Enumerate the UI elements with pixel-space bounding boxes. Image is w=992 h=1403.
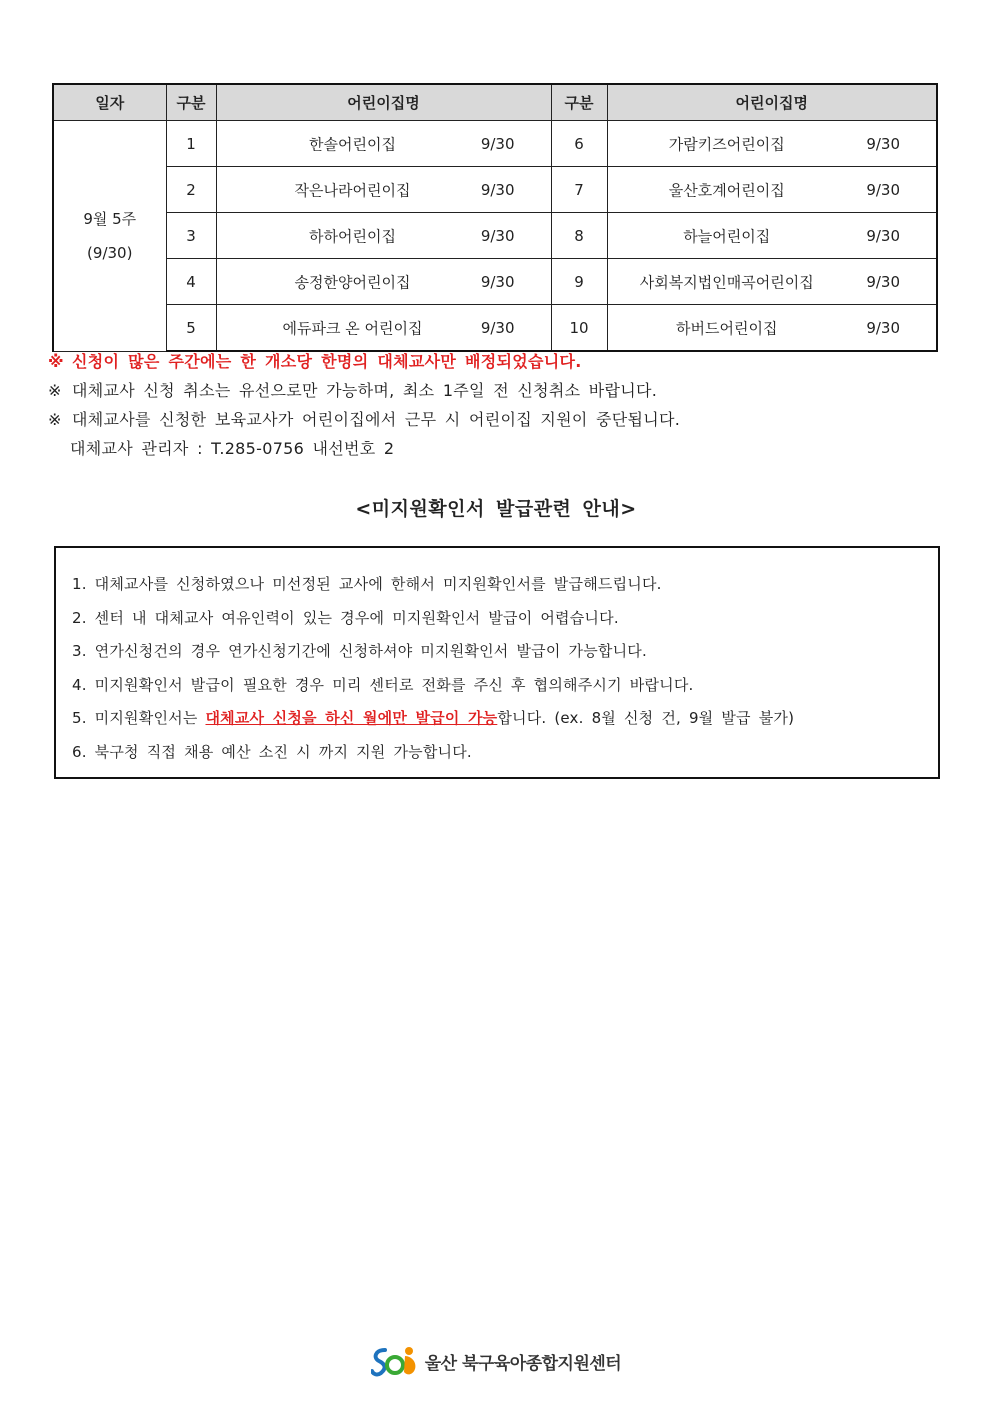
row-number: 9	[551, 259, 607, 305]
section-title: <미지원확인서 발급관련 안내>	[355, 498, 637, 520]
daycare-name: 하하어린이집	[309, 227, 396, 245]
daycare-cell	[216, 121, 551, 167]
table-row	[53, 305, 937, 352]
daycare-name: 에듀파크 온 어린이집	[282, 319, 423, 337]
note-text: 대체교사 신청 취소는 유선으로만 가능하며, 최소 1주일 전 신청취소 바랍니다.	[72, 381, 658, 400]
daycare-date: 9/30	[480, 226, 515, 245]
row-number: 5	[166, 305, 216, 352]
row-number: 1	[166, 121, 216, 167]
list-item: 4. 미지원확인서 발급이 필요한 경우 미리 센터로 전화를 주신 후 협의해주시기 바랍니다.	[72, 675, 694, 694]
list-item: 6. 북구청 직접 채용 예산 소진 시 까지 지원 가능합니다.	[72, 742, 472, 761]
item-suffix: 합니다. (ex. 8월 신청 건, 9월 발급 불가)	[497, 709, 795, 727]
reference-mark: ※	[48, 381, 62, 400]
footer	[0, 1344, 992, 1382]
week-label: 9월 5주	[83, 209, 137, 228]
daycare-name: 울산호계어린이집	[668, 181, 785, 199]
row-number: 3	[166, 213, 216, 259]
note-text: 신청이 많은 주간에는 한 개소당 한명의 대체교사만 배정되었습니다.	[72, 352, 582, 371]
daycare-name: 가람키즈어린이집	[668, 135, 785, 153]
highlight-text: 대체교사 신청을 하신 월에만 발급이 가능	[205, 709, 498, 727]
header-date: 일자	[53, 84, 166, 121]
row-number: 4	[166, 259, 216, 305]
contact-info: 대체교사 관리자 : T.285-0756 내선번호 2	[70, 439, 395, 458]
row-number: 6	[551, 121, 607, 167]
reference-mark: ※	[48, 410, 62, 429]
row-number: 8	[551, 213, 607, 259]
daycare-cell	[607, 121, 937, 167]
row-number: 2	[166, 167, 216, 213]
daycare-cell	[607, 213, 937, 259]
table-row	[53, 213, 937, 259]
table-row	[53, 259, 937, 305]
daycare-cell	[216, 305, 551, 352]
week-date: (9/30)	[87, 243, 133, 262]
note-text: 대체교사를 신청한 보육교사가 어린이집에서 근무 시 어린이집 지원이 중단됩니다.	[72, 410, 681, 429]
list-item: 1. 대체교사를 신청하였으나 미선정된 교사에 한해서 미지원확인서를 발급해드립니다.	[72, 575, 662, 593]
center-logo-icon	[371, 1344, 419, 1378]
header-no-left: 구분	[166, 84, 216, 121]
note-suspension	[48, 405, 948, 434]
daycare-name: 하늘어린이집	[683, 227, 771, 245]
list-item	[72, 702, 938, 736]
daycare-cell	[607, 259, 937, 305]
daycare-cell	[607, 305, 937, 352]
daycare-date: 9/30	[866, 134, 900, 153]
daycare-name: 사회복지법인매곡어린이집	[639, 273, 814, 291]
table-row	[53, 167, 937, 213]
daycare-name: 한솔어린이집	[309, 135, 396, 153]
daycare-name: 송정한양어린이집	[294, 273, 411, 291]
daycare-name: 작은나라어린이집	[294, 181, 411, 199]
notice-box	[54, 546, 940, 779]
substitute-teacher-table	[52, 83, 938, 352]
daycare-cell	[216, 259, 551, 305]
daycare-date: 9/30	[866, 318, 900, 337]
daycare-date: 9/30	[866, 226, 900, 245]
daycare-date: 9/30	[866, 180, 900, 199]
list-item: 2. 센터 내 대체교사 여유인력이 있는 경우에 미지원확인서 발급이 어렵습니다.	[72, 608, 619, 627]
header-name-left: 어린이집명	[216, 84, 551, 121]
daycare-date: 9/30	[480, 134, 515, 153]
daycare-name: 하버드어린이집	[676, 319, 778, 337]
header-no-right: 구분	[551, 84, 607, 121]
center-name: 울산 북구육아종합지원센터	[424, 1353, 622, 1374]
row-number: 10	[551, 305, 607, 352]
notes-section	[48, 347, 948, 463]
table-row	[53, 121, 937, 167]
daycare-date: 9/30	[480, 272, 515, 291]
daycare-date: 9/30	[480, 180, 515, 199]
list-item: 3. 연가신청건의 경우 연가신청기간에 신청하셔야 미지원확인서 발급이 가능합니다.	[72, 642, 647, 660]
note-cancellation	[48, 376, 948, 405]
daycare-cell	[216, 213, 551, 259]
header-name-right: 어린이집명	[607, 84, 937, 121]
row-number: 7	[551, 167, 607, 213]
daycare-date: 9/30	[866, 272, 900, 291]
daycare-date: 9/30	[480, 318, 515, 337]
note-assignment-limit	[48, 347, 948, 376]
daycare-cell	[216, 167, 551, 213]
item-prefix: 5. 미지원확인서는	[72, 709, 206, 727]
reference-mark: ※	[48, 352, 64, 371]
week-date-cell	[53, 121, 166, 352]
daycare-cell	[607, 167, 937, 213]
